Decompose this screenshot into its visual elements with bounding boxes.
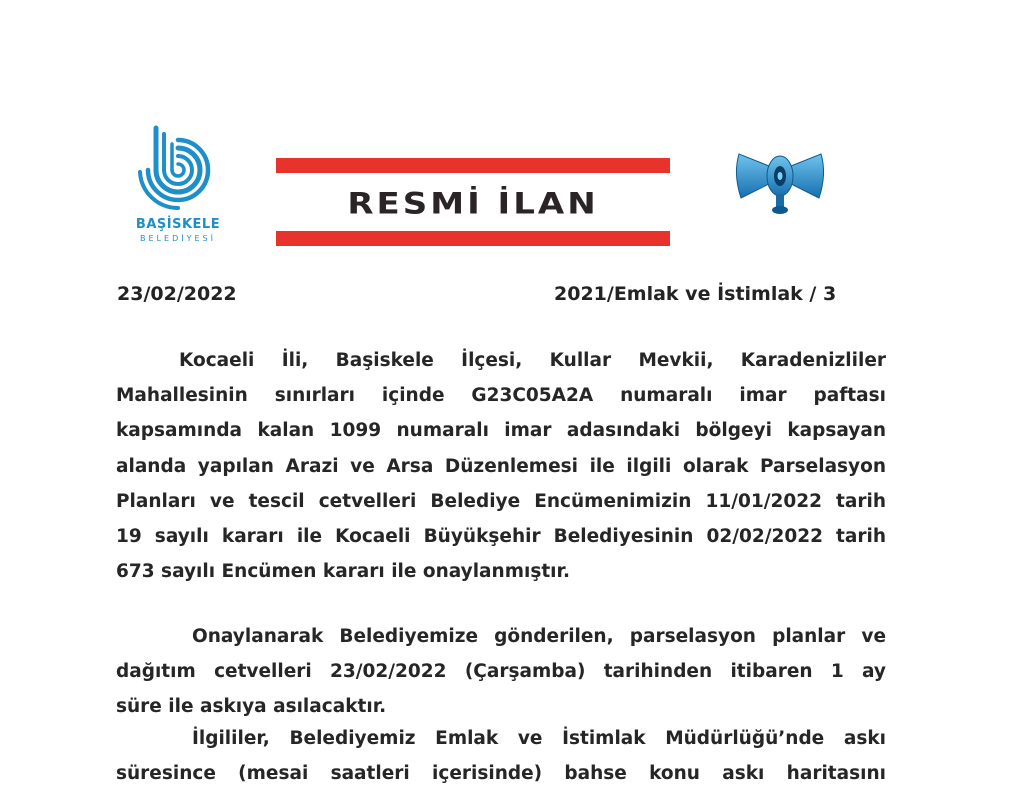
- paragraph-line: 673 sayılı Encümen kararı ile onaylanmıştır.: [116, 561, 571, 583]
- paragraph-1: [116, 343, 886, 589]
- document-date: 23/02/2022: [117, 283, 237, 305]
- paragraph-line: süre ile askıya asılacaktır.: [116, 696, 387, 718]
- paragraph-line: alanda yapılan Arazi ve Arsa Düzenlemesi ile ilgili olarak Parselasyon: [116, 455, 886, 477]
- megaphone-icon: [733, 148, 827, 216]
- paragraph-line: Kocaeli İli, Başiskele İlçesi, Kullar Mevkii, Karadenizliler: [179, 350, 886, 371]
- paragraph-line: Mahallesinin sınırları içinde G23C05A2A numaralı imar paftası: [116, 385, 886, 407]
- logo-name: BAŞİSKELE: [135, 217, 221, 232]
- basiskele-logo-icon: [126, 122, 230, 214]
- paragraph-line: süresince (mesai saatleri içerisinde) bahse konu askı haritasını: [116, 763, 886, 785]
- document-reference: 2021/Emlak ve İstimlak / 3: [554, 283, 837, 305]
- paragraph-line: Planları ve tescil cetvelleri Belediye Encümenimizin 11/01/2022 tarih: [116, 490, 886, 512]
- paragraph-line: kapsamında kalan 1099 numaralı imar adasındaki bölgeyi kapsayan: [116, 420, 886, 442]
- official-notice-banner: [276, 158, 670, 246]
- paragraph-line: Onaylanarak Belediyemize gönderilen, parselasyon planlar ve: [192, 626, 886, 647]
- paragraph-line: 19 sayılı kararı ile Kocaeli Büyükşehir Belediyesinin 02/02/2022 tarih: [116, 525, 886, 547]
- paragraph-line: İlgililer, Belediyemiz Emlak ve İstimlak Müdürlüğü’nde askı: [192, 728, 886, 749]
- banner-title: RESMİ İLAN: [347, 187, 599, 221]
- municipality-logo: [126, 122, 230, 247]
- paragraph-2: [116, 619, 886, 725]
- paragraph-3: [116, 721, 886, 791]
- paragraph-line: dağıtım cetvelleri 23/02/2022 (Çarşamba) tarihinden itibaren 1 ay: [116, 661, 886, 683]
- banner-top-stripe: [276, 158, 670, 173]
- banner-bottom-stripe: [276, 231, 670, 246]
- logo-subtitle: BELEDİYESİ: [140, 234, 216, 243]
